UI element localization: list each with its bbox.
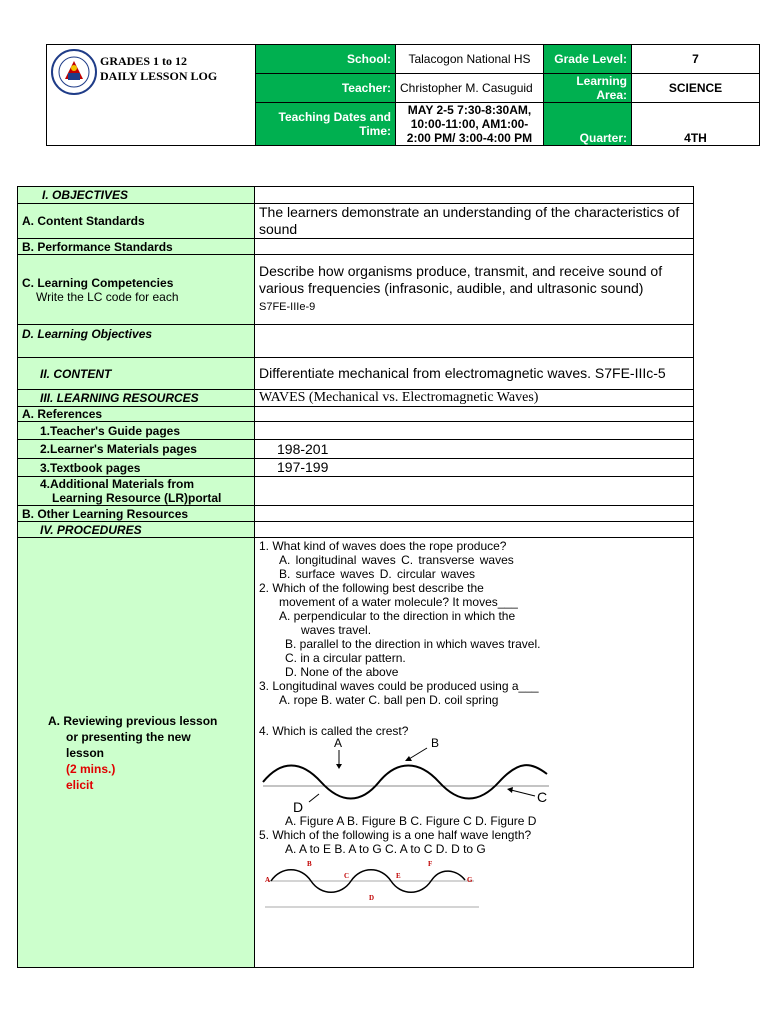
wave-figure-2 (259, 860, 489, 912)
review-label-cell (18, 538, 255, 968)
table-row (18, 325, 694, 358)
resources-value: WAVES (Mechanical vs. Electromagnetic Waves) (255, 390, 694, 407)
fig2-label-b: B (307, 860, 312, 868)
question-3: 3. Longitudinal waves could be produced using a___ (259, 679, 539, 693)
table-row (18, 255, 694, 325)
table-row (18, 390, 694, 407)
competencies-code: S7FE-IIIe-9 (259, 301, 316, 313)
table-row (18, 358, 694, 390)
competencies-value: Describe how organisms produce, transmit, and receive sound of various frequencies (infrasonic, audible, and ultrasonic sound) (259, 263, 663, 296)
content-value: Differentiate mechanical from electromagnetic waves. S7FE-IIIc-5 (255, 358, 694, 390)
fig1-label-b: B (431, 738, 440, 750)
lesson-table (17, 186, 694, 968)
question-3-options: A. rope B. water C. ball pen D. coil spring (279, 693, 499, 707)
performance-standards-label: B. Performance Standards (18, 239, 255, 255)
competencies-note: Write the LC code for each (36, 289, 179, 304)
competencies-label: C. Learning Competencies (22, 275, 174, 290)
quarter-value: 4TH (632, 103, 760, 146)
deped-seal-icon (51, 49, 97, 95)
school-value: Talacogon National HS (396, 45, 544, 74)
question-2-option-c: C. in a circular pattern. (285, 651, 406, 665)
log-title (100, 54, 217, 84)
fig2-label-g: G (467, 876, 473, 884)
question-2-option-b: B. parallel to the direction in which waves travel. (285, 637, 541, 651)
table-row (18, 477, 694, 506)
fig2-label-f: F (428, 860, 433, 868)
arrow-a-icon (336, 764, 342, 769)
references-label: A. References (18, 407, 255, 422)
dates-value: MAY 2-5 7:30-8:30AM, 10:00-11:00, AM1:00-2:00 PM/ 3:00-4:00 PM (396, 103, 544, 146)
arrow-c-icon (507, 787, 513, 793)
other-resources-value (255, 506, 694, 522)
table-row (18, 422, 694, 440)
tg-pages-value (255, 422, 694, 440)
review-label-line-3: lesson (66, 745, 105, 760)
table-row (18, 506, 694, 522)
title-line-1: GRADES 1 to 12 (100, 54, 188, 68)
other-resources-label: B. Other Learning Resources (18, 506, 255, 522)
grade-label: Grade Level: (544, 45, 632, 74)
question-4-options: A. Figure A B. Figure B C. Figure C D. Figure D (285, 814, 537, 828)
textbook-pages-label: 3.Textbook pages (18, 459, 255, 477)
table-row (18, 239, 694, 255)
references-value (255, 407, 694, 422)
fig1-label-d: D (293, 799, 304, 814)
grade-value: 7 (632, 45, 760, 74)
procedures-heading: IV. PROCEDURES (18, 522, 255, 538)
dates-label: Teaching Dates and Time: (256, 103, 396, 146)
fig1-label-c: C (537, 789, 548, 805)
review-label-line-1: A. Reviewing previous lesson (48, 713, 218, 728)
additional-label-2: Learning Resource (LR)portal (52, 491, 222, 505)
table-row (18, 187, 694, 204)
question-5: 5. Which of the following is a one half wave length? (259, 828, 532, 842)
tg-pages-label: 1.Teacher's Guide pages (18, 422, 255, 440)
learning-objectives-value (255, 325, 694, 358)
school-label: School: (256, 45, 396, 74)
teacher-value: Christopher M. Casuguid (396, 74, 544, 103)
area-value: SCIENCE (632, 74, 760, 103)
fig2-label-a: A (265, 876, 271, 884)
question-4: 4. Which is called the crest? (259, 724, 409, 738)
resources-heading: III. LEARNING RESOURCES (18, 390, 255, 407)
review-time: (2 mins.) (66, 761, 116, 776)
question-2-option-d: D. None of the above (285, 665, 399, 679)
additional-materials-value (255, 477, 694, 506)
competencies-value-cell (255, 255, 694, 325)
procedures-heading-value (255, 522, 694, 538)
table-row (18, 459, 694, 477)
table-row (18, 538, 694, 968)
table-row (18, 407, 694, 422)
table-row (18, 522, 694, 538)
objectives-heading-value (255, 187, 694, 204)
title-line-2: DAILY LESSON LOG (100, 69, 218, 83)
review-label (22, 713, 250, 793)
competencies-label-cell (18, 255, 255, 325)
review-questions (255, 538, 694, 968)
question-2-line-1: 2. Which of the following best describe the (259, 581, 484, 595)
performance-standards-value (255, 239, 694, 255)
fig1-label-a: A (334, 738, 343, 750)
fig2-label-d: D (369, 894, 375, 902)
quarter-label: Quarter: (544, 103, 632, 146)
area-label: Learning Area: (544, 74, 632, 103)
question-1: 1. What kind of waves does the rope produce? (259, 539, 507, 553)
textbook-pages-value: 197-199 (255, 459, 694, 477)
wave-curve (263, 765, 547, 798)
review-label-line-2: or presenting the new (66, 729, 191, 744)
additional-materials-label (18, 477, 255, 506)
fig2-label-e: E (396, 872, 401, 880)
table-row (18, 204, 694, 239)
header-table (46, 44, 760, 146)
lm-pages-label: 2.Learner's Materials pages (18, 440, 255, 459)
review-activity: elicit (66, 777, 94, 792)
additional-label-1: 4.Additional Materials from (40, 477, 195, 491)
lm-pages-value: 198-201 (255, 440, 694, 459)
teacher-label: Teacher: (256, 74, 396, 103)
question-5-options: A. A to E B. A to G C. A to C D. D to G (285, 842, 486, 856)
question-1-options-a: A. longitudinal waves C. transverse waves (279, 553, 514, 567)
question-2-option-a-2: waves travel. (301, 623, 372, 637)
learning-objectives-label: D. Learning Objectives (18, 325, 255, 358)
content-heading: II. CONTENT (18, 358, 255, 390)
question-2-option-a-1: A. perpendicular to the direction in which the (279, 609, 516, 623)
wave-figure-1 (259, 738, 659, 814)
objectives-heading: I. OBJECTIVES (18, 187, 255, 204)
content-standards-value: The learners demonstrate an understanding of the characteristics of sound (255, 204, 694, 239)
arrow-b-icon (405, 756, 412, 761)
logo-cell (47, 45, 256, 146)
question-2-line-2: movement of a water molecule? It moves___ (279, 595, 518, 609)
table-row (18, 440, 694, 459)
fig2-label-c: C (344, 872, 350, 880)
content-standards-label: A. Content Standards (18, 204, 255, 239)
question-1-options-b: B. surface waves D. circular waves (279, 567, 476, 581)
